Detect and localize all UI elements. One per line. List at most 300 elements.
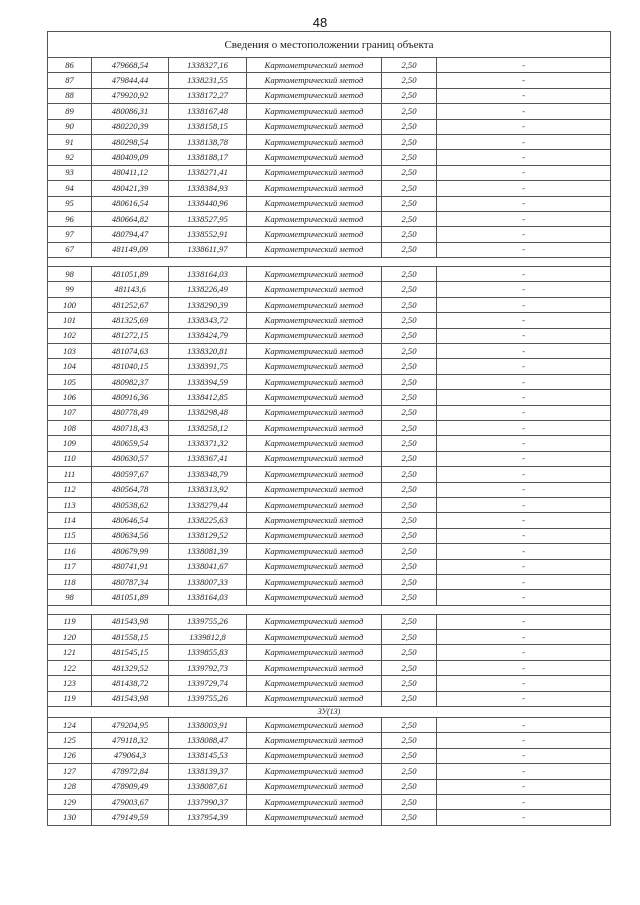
y-coordinate-cell: 1338290,39 — [169, 297, 247, 312]
method-cell: Картометрический метод — [247, 614, 382, 629]
method-cell: Картометрический метод — [247, 436, 382, 451]
accuracy-cell: 2,50 — [382, 88, 437, 103]
method-cell: Картометрический метод — [247, 73, 382, 88]
accuracy-cell: 2,50 — [382, 242, 437, 257]
y-coordinate-cell: 1338129,52 — [169, 528, 247, 543]
description-cell: - — [437, 119, 611, 134]
boundary-coordinates-table — [47, 31, 611, 826]
y-coordinate-cell: 1338367,41 — [169, 451, 247, 466]
method-cell: Картометрический метод — [247, 119, 382, 134]
accuracy-cell: 2,50 — [382, 630, 437, 645]
x-coordinate-cell: 481051,89 — [92, 590, 169, 605]
accuracy-cell: 2,50 — [382, 119, 437, 134]
table-row — [48, 227, 611, 242]
table-row — [48, 297, 611, 312]
accuracy-cell: 2,50 — [382, 282, 437, 297]
accuracy-cell: 2,50 — [382, 528, 437, 543]
point-number-cell: 96 — [48, 211, 92, 226]
method-cell: Картометрический метод — [247, 282, 382, 297]
point-number-cell: 105 — [48, 374, 92, 389]
group-separator-cell — [48, 605, 611, 614]
accuracy-cell: 2,50 — [382, 497, 437, 512]
description-cell: - — [437, 718, 611, 733]
description-cell: - — [437, 359, 611, 374]
y-coordinate-cell: 1338258,12 — [169, 420, 247, 435]
y-coordinate-cell: 1338611,97 — [169, 242, 247, 257]
accuracy-cell: 2,50 — [382, 359, 437, 374]
x-coordinate-cell: 480787,34 — [92, 574, 169, 589]
accuracy-cell: 2,50 — [382, 390, 437, 405]
point-number-cell: 119 — [48, 691, 92, 706]
point-number-cell: 102 — [48, 328, 92, 343]
accuracy-cell: 2,50 — [382, 748, 437, 763]
description-cell: - — [437, 748, 611, 763]
y-coordinate-cell: 1339855,83 — [169, 645, 247, 660]
y-coordinate-cell: 1338003,91 — [169, 718, 247, 733]
boundary-coordinates-sheet — [47, 31, 610, 826]
point-number-cell: 104 — [48, 359, 92, 374]
accuracy-cell: 2,50 — [382, 467, 437, 482]
y-coordinate-cell: 1338081,39 — [169, 544, 247, 559]
table-row — [48, 88, 611, 103]
x-coordinate-cell: 481074,63 — [92, 344, 169, 359]
table-body — [48, 32, 611, 826]
description-cell: - — [437, 574, 611, 589]
point-number-cell: 101 — [48, 313, 92, 328]
accuracy-cell: 2,50 — [382, 614, 437, 629]
description-cell: - — [437, 196, 611, 211]
accuracy-cell: 2,50 — [382, 150, 437, 165]
method-cell: Картометрический метод — [247, 764, 382, 779]
x-coordinate-cell: 480664,82 — [92, 211, 169, 226]
description-cell: - — [437, 513, 611, 528]
description-cell: - — [437, 764, 611, 779]
accuracy-cell: 2,50 — [382, 181, 437, 196]
x-coordinate-cell: 480411,12 — [92, 165, 169, 180]
table-row — [48, 528, 611, 543]
description-cell: - — [437, 794, 611, 809]
point-number-cell: 87 — [48, 73, 92, 88]
x-coordinate-cell: 480616,54 — [92, 196, 169, 211]
table-row — [48, 630, 611, 645]
x-coordinate-cell: 481143,6 — [92, 282, 169, 297]
accuracy-cell: 2,50 — [382, 451, 437, 466]
point-number-cell: 94 — [48, 181, 92, 196]
table-row — [48, 390, 611, 405]
point-number-cell: 130 — [48, 810, 92, 825]
accuracy-cell: 2,50 — [382, 58, 437, 73]
table-row — [48, 405, 611, 420]
y-coordinate-cell: 1338424,79 — [169, 328, 247, 343]
y-coordinate-cell: 1338552,91 — [169, 227, 247, 242]
x-coordinate-cell: 480982,37 — [92, 374, 169, 389]
point-number-cell: 121 — [48, 645, 92, 660]
x-coordinate-cell: 481558,15 — [92, 630, 169, 645]
group-separator-cell — [48, 258, 611, 267]
x-coordinate-cell: 481252,67 — [92, 297, 169, 312]
method-cell: Картометрический метод — [247, 242, 382, 257]
point-number-cell: 95 — [48, 196, 92, 211]
y-coordinate-cell: 1338412,85 — [169, 390, 247, 405]
accuracy-cell: 2,50 — [382, 574, 437, 589]
table-row — [48, 544, 611, 559]
y-coordinate-cell: 1338158,15 — [169, 119, 247, 134]
table-row — [48, 779, 611, 794]
y-coordinate-cell: 1339812,8 — [169, 630, 247, 645]
y-coordinate-cell: 1338139,37 — [169, 764, 247, 779]
y-coordinate-cell: 1338167,48 — [169, 104, 247, 119]
table-row — [48, 242, 611, 257]
method-cell: Картометрический метод — [247, 267, 382, 282]
x-coordinate-cell: 479118,32 — [92, 733, 169, 748]
x-coordinate-cell: 481149,09 — [92, 242, 169, 257]
description-cell: - — [437, 134, 611, 149]
description-cell: - — [437, 88, 611, 103]
table-row — [48, 660, 611, 675]
point-number-cell: 109 — [48, 436, 92, 451]
method-cell: Картометрический метод — [247, 150, 382, 165]
x-coordinate-cell: 480778,49 — [92, 405, 169, 420]
x-coordinate-cell: 480741,91 — [92, 559, 169, 574]
description-cell: - — [437, 528, 611, 543]
accuracy-cell: 2,50 — [382, 328, 437, 343]
x-coordinate-cell: 480630,57 — [92, 451, 169, 466]
description-cell: - — [437, 150, 611, 165]
description-cell: - — [437, 559, 611, 574]
method-cell: Картометрический метод — [247, 645, 382, 660]
description-cell: - — [437, 181, 611, 196]
point-number-cell: 100 — [48, 297, 92, 312]
description-cell: - — [437, 451, 611, 466]
x-coordinate-cell: 481543,98 — [92, 614, 169, 629]
point-number-cell: 92 — [48, 150, 92, 165]
accuracy-cell: 2,50 — [382, 134, 437, 149]
y-coordinate-cell: 1337954,39 — [169, 810, 247, 825]
method-cell: Картометрический метод — [247, 810, 382, 825]
table-row — [48, 73, 611, 88]
table-row — [48, 267, 611, 282]
method-cell: Картометрический метод — [247, 794, 382, 809]
y-coordinate-cell: 1338164,03 — [169, 267, 247, 282]
description-cell: - — [437, 660, 611, 675]
point-number-cell: 112 — [48, 482, 92, 497]
table-row — [48, 104, 611, 119]
accuracy-cell: 2,50 — [382, 344, 437, 359]
method-cell: Картометрический метод — [247, 359, 382, 374]
point-number-cell: 123 — [48, 676, 92, 691]
table-row — [48, 181, 611, 196]
accuracy-cell: 2,50 — [382, 420, 437, 435]
y-coordinate-cell: 1338440,96 — [169, 196, 247, 211]
accuracy-cell: 2,50 — [382, 691, 437, 706]
method-cell: Картометрический метод — [247, 497, 382, 512]
point-number-cell: 124 — [48, 718, 92, 733]
point-number-cell: 122 — [48, 660, 92, 675]
x-coordinate-cell: 481543,98 — [92, 691, 169, 706]
description-cell: - — [437, 390, 611, 405]
point-number-cell: 91 — [48, 134, 92, 149]
x-coordinate-cell: 479844,44 — [92, 73, 169, 88]
table-row — [48, 196, 611, 211]
point-number-cell: 93 — [48, 165, 92, 180]
description-cell: - — [437, 810, 611, 825]
method-cell: Картометрический метод — [247, 405, 382, 420]
point-number-cell: 106 — [48, 390, 92, 405]
description-cell: - — [437, 242, 611, 257]
y-coordinate-cell: 1338007,33 — [169, 574, 247, 589]
point-number-cell: 108 — [48, 420, 92, 435]
accuracy-cell: 2,50 — [382, 165, 437, 180]
method-cell: Картометрический метод — [247, 559, 382, 574]
x-coordinate-cell: 481325,69 — [92, 313, 169, 328]
point-number-cell: 115 — [48, 528, 92, 543]
table-row — [48, 559, 611, 574]
point-number-cell: 110 — [48, 451, 92, 466]
description-cell: - — [437, 482, 611, 497]
point-number-cell: 116 — [48, 544, 92, 559]
point-number-cell: 86 — [48, 58, 92, 73]
table-row — [48, 794, 611, 809]
y-coordinate-cell: 1338279,44 — [169, 497, 247, 512]
description-cell: - — [437, 405, 611, 420]
point-number-cell: 114 — [48, 513, 92, 528]
description-cell: - — [437, 614, 611, 629]
y-coordinate-cell: 1338343,72 — [169, 313, 247, 328]
y-coordinate-cell: 1337990,37 — [169, 794, 247, 809]
y-coordinate-cell: 1338172,27 — [169, 88, 247, 103]
method-cell: Картометрический метод — [247, 574, 382, 589]
x-coordinate-cell: 479003,67 — [92, 794, 169, 809]
point-number-cell: 88 — [48, 88, 92, 103]
description-cell: - — [437, 297, 611, 312]
table-row — [48, 150, 611, 165]
x-coordinate-cell: 480634,56 — [92, 528, 169, 543]
x-coordinate-cell: 480538,62 — [92, 497, 169, 512]
point-number-cell: 99 — [48, 282, 92, 297]
description-cell: - — [437, 645, 611, 660]
point-number-cell: 67 — [48, 242, 92, 257]
accuracy-cell: 2,50 — [382, 544, 437, 559]
description-cell: - — [437, 676, 611, 691]
table-row — [48, 574, 611, 589]
accuracy-cell: 2,50 — [382, 645, 437, 660]
y-coordinate-cell: 1338225,63 — [169, 513, 247, 528]
table-row — [48, 420, 611, 435]
table-row — [48, 134, 611, 149]
point-number-cell: 120 — [48, 630, 92, 645]
table-row — [48, 810, 611, 825]
x-coordinate-cell: 480564,78 — [92, 482, 169, 497]
x-coordinate-cell: 480597,67 — [92, 467, 169, 482]
description-cell: - — [437, 344, 611, 359]
accuracy-cell: 2,50 — [382, 660, 437, 675]
accuracy-cell: 2,50 — [382, 733, 437, 748]
method-cell: Картометрический метод — [247, 451, 382, 466]
x-coordinate-cell: 479064,3 — [92, 748, 169, 763]
table-row — [48, 482, 611, 497]
y-coordinate-cell: 1338320,81 — [169, 344, 247, 359]
point-number-cell: 119 — [48, 614, 92, 629]
point-number-cell: 126 — [48, 748, 92, 763]
point-number-cell: 125 — [48, 733, 92, 748]
accuracy-cell: 2,50 — [382, 794, 437, 809]
x-coordinate-cell: 478909,49 — [92, 779, 169, 794]
point-number-cell: 127 — [48, 764, 92, 779]
y-coordinate-cell: 1339755,26 — [169, 614, 247, 629]
x-coordinate-cell: 481545,15 — [92, 645, 169, 660]
y-coordinate-cell: 1338384,93 — [169, 181, 247, 196]
description-cell: - — [437, 467, 611, 482]
accuracy-cell: 2,50 — [382, 313, 437, 328]
table-row — [48, 676, 611, 691]
y-coordinate-cell: 1339792,73 — [169, 660, 247, 675]
accuracy-cell: 2,50 — [382, 810, 437, 825]
y-coordinate-cell: 1338231,55 — [169, 73, 247, 88]
description-cell: - — [437, 374, 611, 389]
x-coordinate-cell: 480718,43 — [92, 420, 169, 435]
method-cell: Картометрический метод — [247, 211, 382, 226]
x-coordinate-cell: 481329,52 — [92, 660, 169, 675]
x-coordinate-cell: 480298,54 — [92, 134, 169, 149]
x-coordinate-cell: 478972,84 — [92, 764, 169, 779]
method-cell: Картометрический метод — [247, 390, 382, 405]
y-coordinate-cell: 1338088,47 — [169, 733, 247, 748]
accuracy-cell: 2,50 — [382, 227, 437, 242]
method-cell: Картометрический метод — [247, 718, 382, 733]
accuracy-cell: 2,50 — [382, 211, 437, 226]
method-cell: Картометрический метод — [247, 181, 382, 196]
x-coordinate-cell: 481272,15 — [92, 328, 169, 343]
x-coordinate-cell: 479920,92 — [92, 88, 169, 103]
description-cell: - — [437, 630, 611, 645]
x-coordinate-cell: 481438,72 — [92, 676, 169, 691]
table-row — [48, 313, 611, 328]
table-row — [48, 467, 611, 482]
table-row — [48, 436, 611, 451]
y-coordinate-cell: 1338138,78 — [169, 134, 247, 149]
accuracy-cell: 2,50 — [382, 482, 437, 497]
method-cell: Картометрический метод — [247, 196, 382, 211]
method-cell: Картометрический метод — [247, 297, 382, 312]
table-row — [48, 58, 611, 73]
method-cell: Картометрический метод — [247, 748, 382, 763]
y-coordinate-cell: 1338327,16 — [169, 58, 247, 73]
table-row — [48, 451, 611, 466]
y-coordinate-cell: 1338041,67 — [169, 559, 247, 574]
table-header-row — [48, 32, 611, 58]
method-cell: Картометрический метод — [247, 104, 382, 119]
table-row — [48, 748, 611, 763]
method-cell: Картометрический метод — [247, 691, 382, 706]
point-number-cell: 103 — [48, 344, 92, 359]
x-coordinate-cell: 480220,39 — [92, 119, 169, 134]
table-row — [48, 764, 611, 779]
y-coordinate-cell: 1339755,26 — [169, 691, 247, 706]
x-coordinate-cell: 480086,31 — [92, 104, 169, 119]
accuracy-cell: 2,50 — [382, 779, 437, 794]
accuracy-cell: 2,50 — [382, 513, 437, 528]
x-coordinate-cell: 480794,47 — [92, 227, 169, 242]
x-coordinate-cell: 480916,36 — [92, 390, 169, 405]
table-row — [48, 614, 611, 629]
page-number: 48 — [312, 15, 328, 30]
description-cell: - — [437, 420, 611, 435]
table-row — [48, 513, 611, 528]
method-cell: Картометрический метод — [247, 590, 382, 605]
description-cell: - — [437, 104, 611, 119]
subsection-label: ЗУ(13) — [48, 707, 611, 718]
y-coordinate-cell: 1338348,79 — [169, 467, 247, 482]
accuracy-cell: 2,50 — [382, 405, 437, 420]
description-cell: - — [437, 282, 611, 297]
table-row — [48, 497, 611, 512]
accuracy-cell: 2,50 — [382, 196, 437, 211]
table-row — [48, 645, 611, 660]
method-cell: Картометрический метод — [247, 344, 382, 359]
description-cell: - — [437, 544, 611, 559]
method-cell: Картометрический метод — [247, 528, 382, 543]
method-cell: Картометрический метод — [247, 420, 382, 435]
method-cell: Картометрический метод — [247, 544, 382, 559]
x-coordinate-cell: 481051,89 — [92, 267, 169, 282]
y-coordinate-cell: 1338226,49 — [169, 282, 247, 297]
method-cell: Картометрический метод — [247, 733, 382, 748]
x-coordinate-cell: 481040,15 — [92, 359, 169, 374]
method-cell: Картометрический метод — [247, 227, 382, 242]
point-number-cell: 89 — [48, 104, 92, 119]
point-number-cell: 128 — [48, 779, 92, 794]
description-cell: - — [437, 779, 611, 794]
table-title: Сведения о местоположении границ объекта — [48, 32, 611, 58]
method-cell: Картометрический метод — [247, 660, 382, 675]
accuracy-cell: 2,50 — [382, 104, 437, 119]
description-cell: - — [437, 227, 611, 242]
description-cell: - — [437, 590, 611, 605]
x-coordinate-cell: 480421,39 — [92, 181, 169, 196]
method-cell: Картометрический метод — [247, 313, 382, 328]
method-cell: Картометрический метод — [247, 374, 382, 389]
table-row — [48, 165, 611, 180]
subsection-label-row — [48, 707, 611, 718]
table-row — [48, 718, 611, 733]
method-cell: Картометрический метод — [247, 58, 382, 73]
accuracy-cell: 2,50 — [382, 764, 437, 779]
accuracy-cell: 2,50 — [382, 267, 437, 282]
group-separator-row — [48, 258, 611, 267]
y-coordinate-cell: 1338271,41 — [169, 165, 247, 180]
description-cell: - — [437, 267, 611, 282]
point-number-cell: 97 — [48, 227, 92, 242]
table-row — [48, 211, 611, 226]
description-cell: - — [437, 436, 611, 451]
accuracy-cell: 2,50 — [382, 590, 437, 605]
method-cell: Картометрический метод — [247, 328, 382, 343]
method-cell: Картометрический метод — [247, 467, 382, 482]
y-coordinate-cell: 1338527,95 — [169, 211, 247, 226]
description-cell: - — [437, 313, 611, 328]
description-cell: - — [437, 58, 611, 73]
description-cell: - — [437, 211, 611, 226]
group-separator-row — [48, 605, 611, 614]
description-cell: - — [437, 73, 611, 88]
description-cell: - — [437, 691, 611, 706]
x-coordinate-cell: 479668,54 — [92, 58, 169, 73]
point-number-cell: 117 — [48, 559, 92, 574]
table-row — [48, 119, 611, 134]
accuracy-cell: 2,50 — [382, 676, 437, 691]
method-cell: Картометрический метод — [247, 165, 382, 180]
accuracy-cell: 2,50 — [382, 297, 437, 312]
